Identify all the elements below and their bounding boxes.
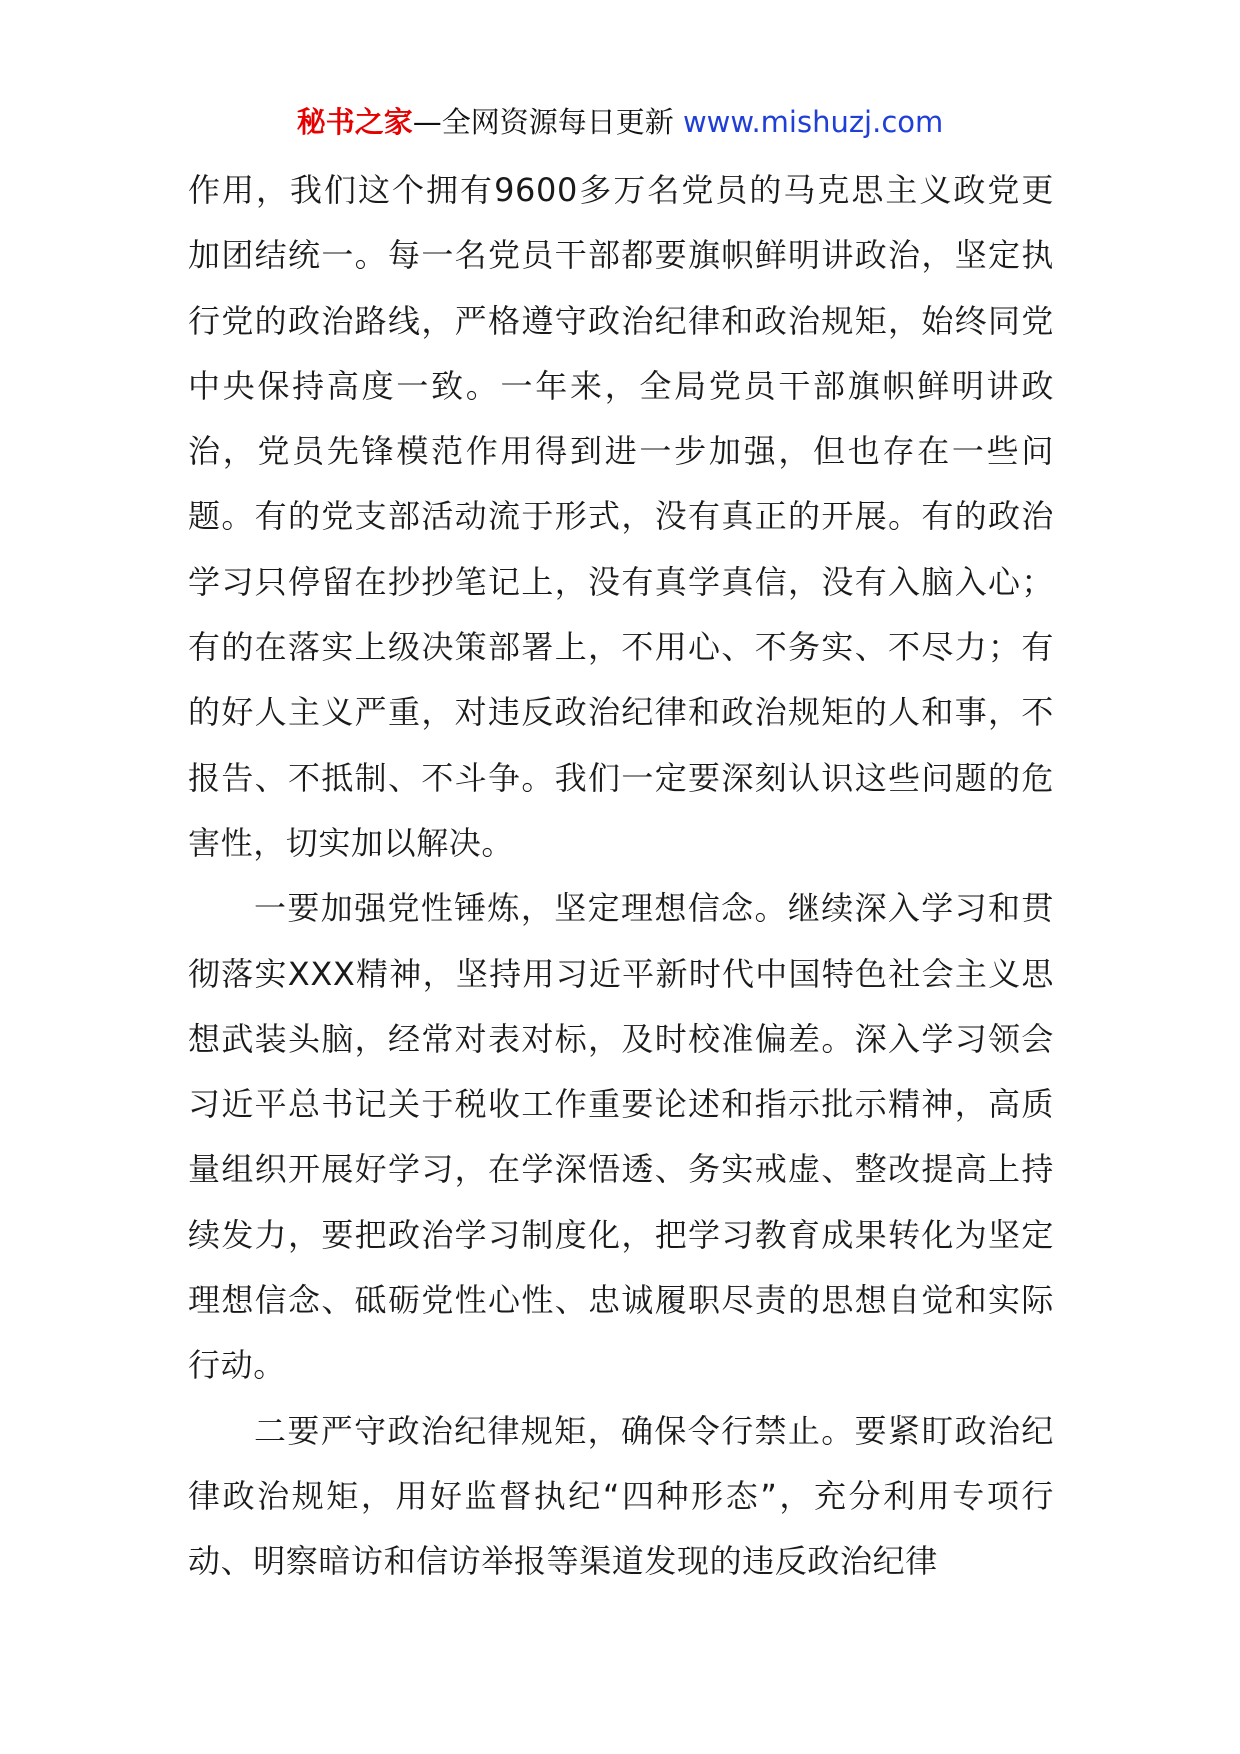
page-header xyxy=(0,102,1240,142)
paragraph-point-two: 二要严守政治纪律规矩，确保令行禁止。要紧盯政治纪律政治规矩，用好监督执纪“四种形态”，充分利用专项行动、明察暗访和信访举报等渠道发现的违反政治纪律 xyxy=(188,1411,1054,1581)
paragraph-point-one: 一要加强党性锤炼，坚定理想信念。继续深入学习和贯彻落实XXX精神，坚持用习近平新时代中国特色社会主义思想武装头脑，经常对表对标，及时校准偏差。深入学习领会习近平总书记关于税收工作重要论述和指示批示精神，高质量组织开展好学习，在学深悟透、务实戒虚、整改提高上持续发力，要把政治学习制度化，把学习教育成果转化为坚定理想信念、砥砺党性心性、忠诚履职尽责的思想自觉和实际行动。 xyxy=(188,889,1054,1385)
header-url-link[interactable]: www.mishuzj.com xyxy=(682,105,944,139)
document-body xyxy=(188,158,1054,1595)
header-tagline: —全网资源每日更新 xyxy=(412,105,674,139)
paragraph-continuation: 作用，我们这个拥有9600多万名党员的马克思主义政党更加团结统一。每一名党员干部都要旗帜鲜明讲政治，坚定执行党的政治路线，严格遵守政治纪律和政治规矩，始终同党中央保持高度一致。一年来，全局党员干部旗帜鲜明讲政治，党员先锋模范作用得到进一步加强，但也存在一些问题。有的党支部活动流于形式，没有真正的开展。有的政治学习只停留在抄抄笔记上，没有真学真信，没有入脑入心；有的在落实上级决策部署上，不用心、不务实、不尽力；有的好人主义严重，对违反政治纪律和政治规矩的人和事，不报告、不抵制、不斗争。我们一定要深刻认识这些问题的危害性，切实加以解决。 xyxy=(188,171,1054,862)
header-brand: 秘书之家 xyxy=(296,105,413,139)
